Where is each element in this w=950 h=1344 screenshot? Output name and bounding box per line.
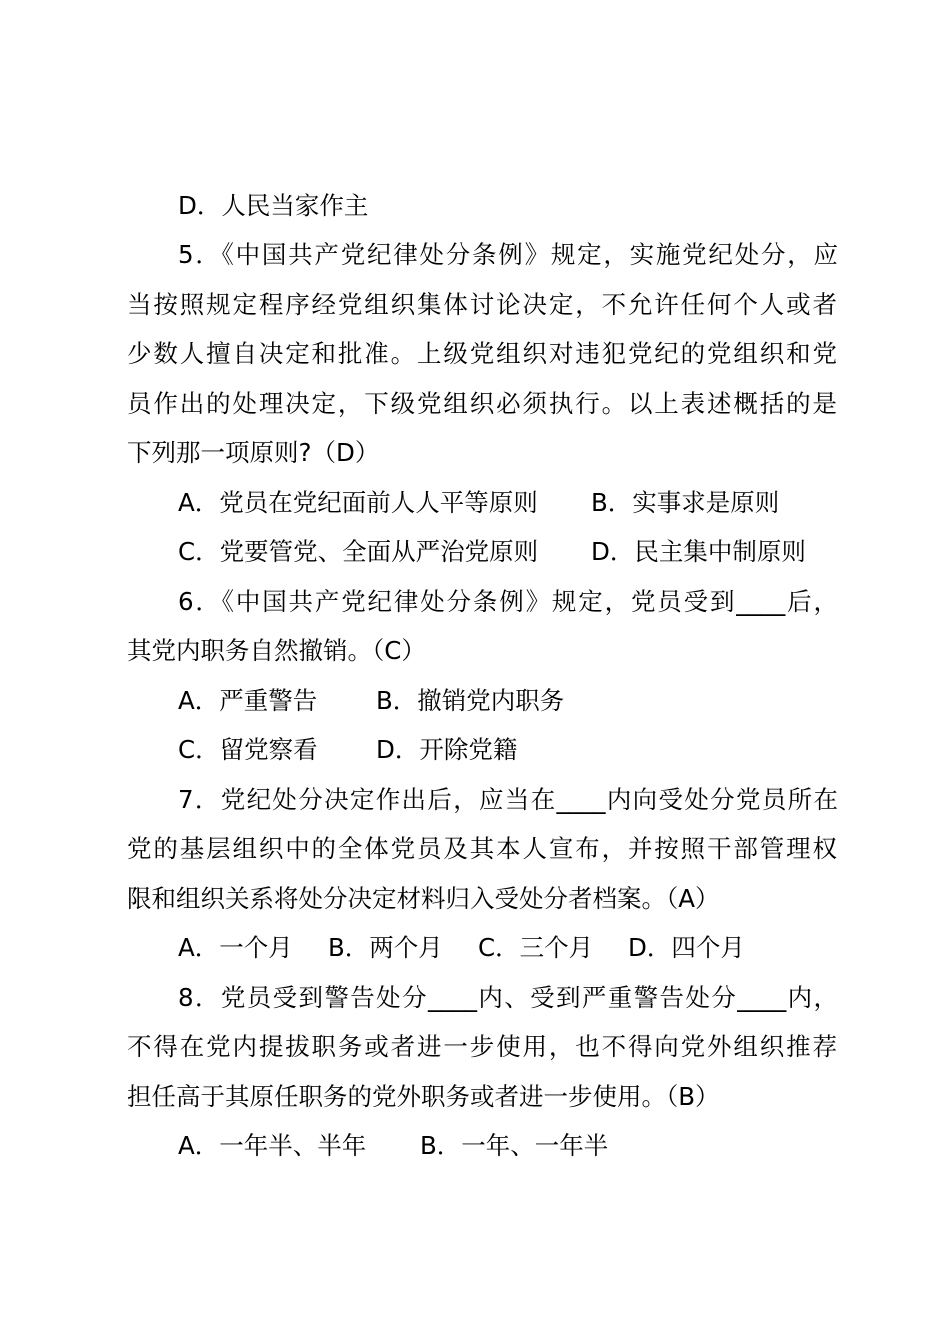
question-8-line-1: 8．党员受到警告处分____内、受到严重警告处分____内，	[178, 983, 838, 1012]
question-6-options-cd	[178, 735, 838, 765]
option-d-line: D．人民当家作主	[178, 191, 369, 220]
question-7-line-2: 党的基层组织中的全体党员及其本人宣布，并按照干部管理权	[127, 834, 837, 863]
question-6-options-ab	[178, 686, 838, 716]
question-6-line-2: 其党内职务自然撤销。（C）	[127, 636, 426, 665]
option-a: A．一个月	[178, 933, 293, 962]
question-5-options-cd	[178, 537, 838, 567]
question-8-line-2: 不得在党内提拔职务或者进一步使用，也不得向党外组织推荐	[127, 1032, 837, 1061]
option-b: B．实事求是原则	[591, 488, 780, 517]
option-d: D．开除党籍	[376, 735, 518, 764]
question-5-line-5: 下列那一项原则?（D）	[127, 438, 380, 467]
question-8-options	[178, 1131, 838, 1161]
option-c: C．党要管党、全面从严治党原则	[178, 537, 539, 566]
question-7-options	[178, 933, 838, 963]
option-b: B．两个月	[328, 933, 443, 962]
option-b: B．撤销党内职务	[376, 686, 565, 715]
question-5-line-1: 5．《中国共产党纪律处分条例》规定，实施党纪处分，应	[178, 240, 838, 269]
question-5-line-4: 员作出的处理决定，下级党组织必须执行。以上表述概括的是	[127, 389, 837, 418]
question-6-line-1: 6．《中国共产党纪律处分条例》规定，党员受到____后，	[178, 587, 838, 616]
question-8-line-3: 担任高于其原任职务的党外职务或者进一步使用。（B）	[127, 1082, 720, 1111]
option-c: C．留党察看	[178, 735, 318, 764]
question-5-options-ab	[178, 488, 838, 518]
option-a: A．党员在党纪面前人人平等原则	[178, 488, 538, 517]
question-7-line-3: 限和组织关系将处分决定材料归入受处分者档案。（A）	[127, 884, 720, 913]
question-7-line-1: 7．党纪处分决定作出后，应当在____内向受处分党员所在	[178, 785, 838, 814]
question-5-line-2: 当按照规定程序经党组织集体讨论决定，不允许任何个人或者	[127, 290, 837, 319]
question-5-line-3: 少数人擅自决定和批准。上级党组织对违犯党纪的党组织和党	[127, 339, 837, 368]
option-a: A．严重警告	[178, 686, 318, 715]
option-d: D．四个月	[628, 933, 745, 962]
option-b: B．一年、一年半	[420, 1131, 609, 1160]
option-a: A．一年半、半年	[178, 1131, 367, 1160]
option-d: D．民主集中制原则	[591, 537, 806, 566]
option-c: C．三个月	[478, 933, 594, 962]
